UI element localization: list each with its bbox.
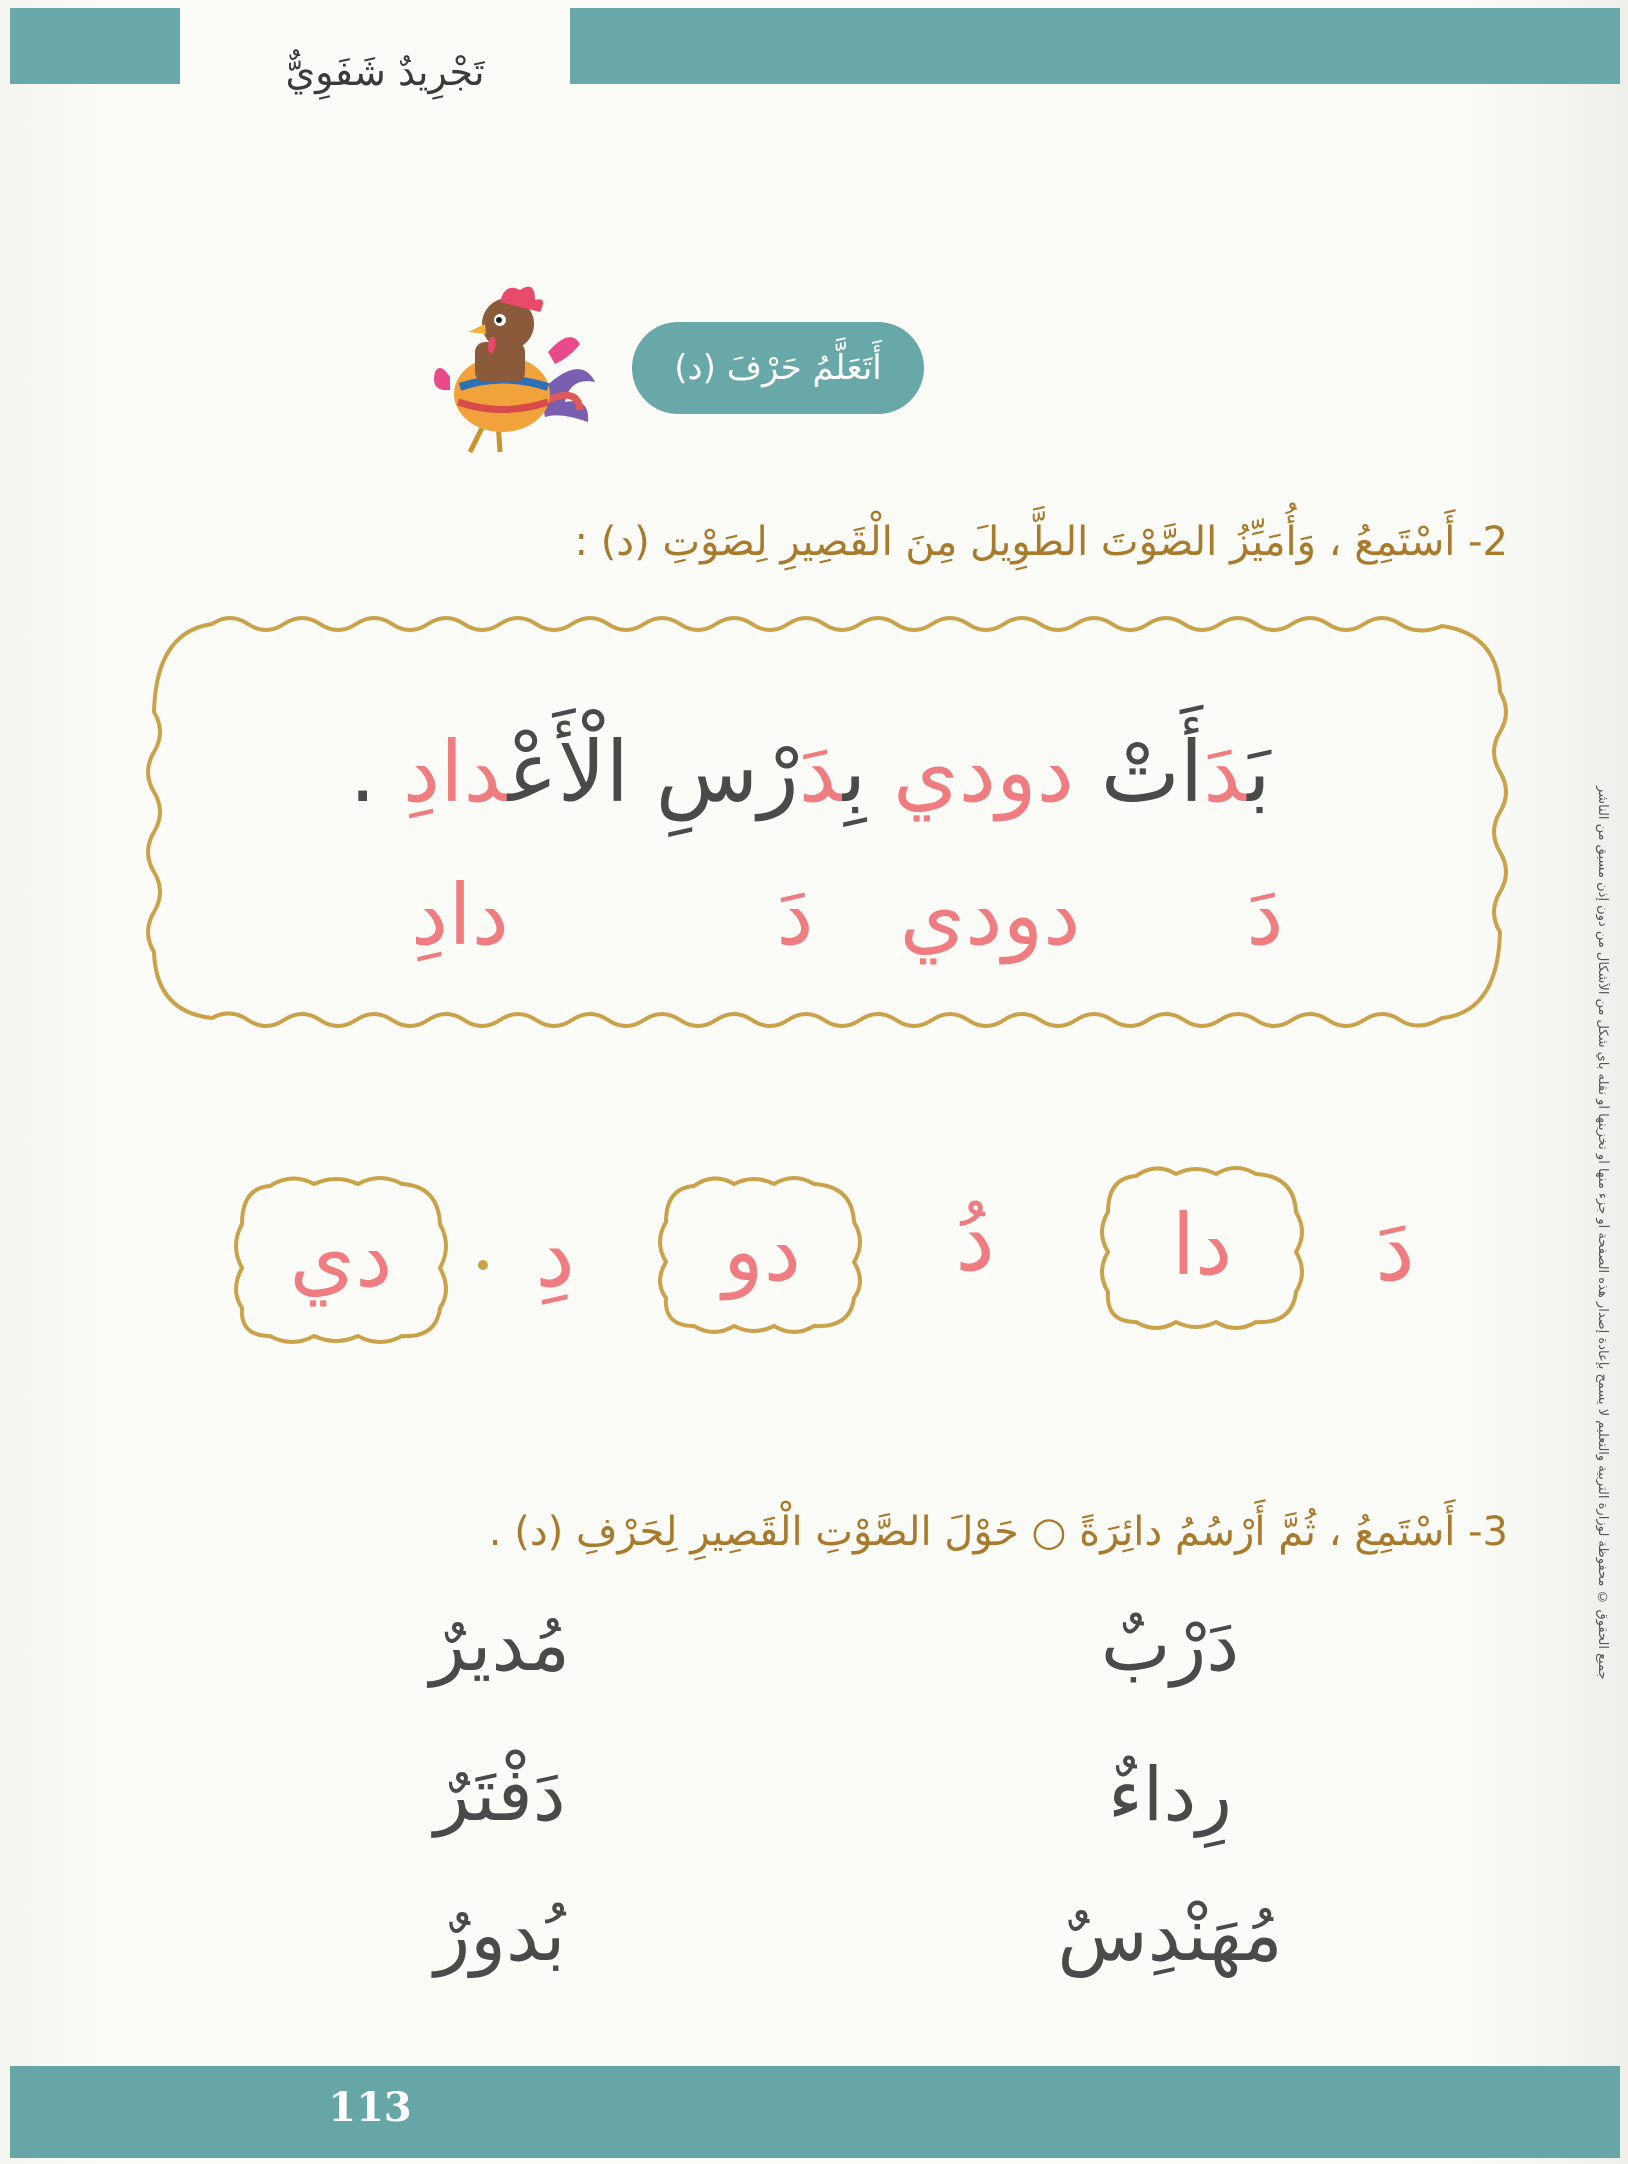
word-item[interactable]: مُديرٌ	[430, 1602, 570, 1688]
circle-icon: ○	[1031, 1509, 1067, 1555]
extracted-sound: دادِ	[410, 866, 510, 964]
syllable-damma: دُ	[954, 1187, 996, 1292]
copyright-notice: جميع الحقوق © محفوظة لوزارة التربية والتعليم لا يسمح بإعادة إصدار هذه الصفحة أو جزء منها أو تخزينها أو نقله بأي شكل من الأشكال من دون إذن مسبق من الناشر	[1595, 786, 1610, 1680]
lesson-label: أَتَعَلَّمُ حَرْفَ (د)	[632, 322, 924, 414]
syllable-ya-long: دي	[289, 1208, 393, 1306]
word-dodi: دودي	[892, 723, 1075, 821]
exercise-3-instruction: 3- أَسْتَمِعُ ، ثُمَّ أَرْسُمُ دائِرَةً ○ حَوْلَ الصَّوْتِ الْقَصِيرِ لِحَرْفِ (د) .	[488, 1509, 1508, 1555]
example-sentence	[200, 712, 1420, 832]
word-item[interactable]: مُهَنْدِسٌ	[1057, 1892, 1283, 1978]
exercise-2-instruction: 2- أَسْتَمِعُ ، وَأُمَيِّزُ الصَّوْتَ الطَّوِيلَ مِنَ الْقَصِيرِ لِصَوْتِ (د) :	[574, 519, 1508, 565]
sentence-period: .	[349, 723, 377, 821]
word-item[interactable]: دَفْتَرٌ	[434, 1752, 566, 1838]
syllable-kasra: دِ	[534, 1203, 576, 1308]
syllable-alif-long: دا	[1171, 1196, 1233, 1294]
footer-band	[10, 2066, 1620, 2158]
word-bidarsi: بِدَرْسِ	[655, 723, 867, 821]
page-header-title: تَجْرِيدٌ شَفَوِيٌّ	[285, 50, 485, 94]
word-alaadad: الْأَعْدادِ	[402, 723, 629, 821]
extracted-sound: دودي	[899, 866, 1081, 964]
rooster-mascot-icon	[430, 282, 600, 462]
separator-dot	[478, 1260, 488, 1270]
word-item[interactable]: دَرْبٌ	[1100, 1602, 1240, 1688]
extracted-sound: دَ	[1246, 866, 1284, 964]
syllable-waw-long: دو	[723, 1202, 801, 1300]
page-number: 113	[328, 2084, 412, 2131]
extracted-sound: دَ	[776, 866, 814, 964]
syllable-fatha: دَ	[1374, 1197, 1416, 1302]
word-item[interactable]: بُدورٌ	[434, 1892, 566, 1978]
word-badaat: بَدَأَتْ	[1100, 723, 1271, 821]
word-item[interactable]: رِداءٌ	[1107, 1752, 1233, 1838]
